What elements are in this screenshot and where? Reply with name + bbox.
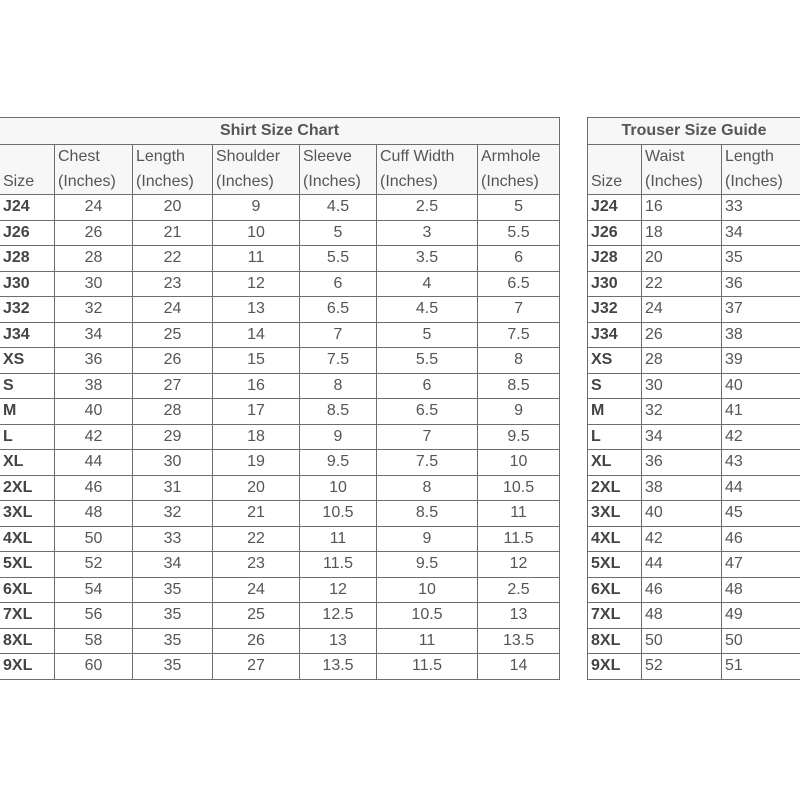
shirt-table-row bbox=[0, 654, 560, 680]
trouser-table-row bbox=[588, 475, 800, 501]
trouser-cell: 39 bbox=[722, 348, 800, 374]
trouser-cell: 51 bbox=[722, 654, 800, 680]
shirt-cell: 9.5 bbox=[478, 424, 560, 450]
shirt-size-table bbox=[0, 117, 560, 680]
trouser-cell: 30 bbox=[642, 373, 722, 399]
shirt-cell: 26 bbox=[213, 628, 300, 654]
shirt-cell: 54 bbox=[55, 577, 133, 603]
shirt-cell: 13.5 bbox=[478, 628, 560, 654]
shirt-cell: 5.5 bbox=[377, 348, 478, 374]
shirt-col-length: Length bbox=[133, 145, 213, 170]
shirt-cell: 38 bbox=[55, 373, 133, 399]
shirt-cell: 9.5 bbox=[377, 552, 478, 578]
shirt-row-size: L bbox=[0, 424, 55, 450]
shirt-unit-chest: (Inches) bbox=[55, 170, 133, 195]
trouser-cell: 28 bbox=[642, 348, 722, 374]
shirt-cell: 19 bbox=[213, 450, 300, 476]
shirt-table-row bbox=[0, 424, 560, 450]
shirt-cell: 7.5 bbox=[478, 322, 560, 348]
trouser-cell: 34 bbox=[642, 424, 722, 450]
shirt-cell: 20 bbox=[213, 475, 300, 501]
shirt-cell: 25 bbox=[213, 603, 300, 629]
shirt-col-sleeve: Sleeve bbox=[300, 145, 377, 170]
shirt-cell: 11.5 bbox=[478, 526, 560, 552]
trouser-table-row bbox=[588, 220, 800, 246]
shirt-cell: 48 bbox=[55, 501, 133, 527]
trouser-table-row bbox=[588, 271, 800, 297]
shirt-cell: 5 bbox=[300, 220, 377, 246]
trouser-cell: 45 bbox=[722, 501, 800, 527]
trouser-row-size: J26 bbox=[588, 220, 642, 246]
trouser-row-size: 6XL bbox=[588, 577, 642, 603]
shirt-col-size: Size bbox=[0, 170, 55, 195]
shirt-unit-sleeve: (Inches) bbox=[300, 170, 377, 195]
shirt-row-size: 2XL bbox=[0, 475, 55, 501]
trouser-cell: 16 bbox=[642, 195, 722, 221]
trouser-row-size: XL bbox=[588, 450, 642, 476]
shirt-cell: 18 bbox=[213, 424, 300, 450]
trouser-table-row bbox=[588, 322, 800, 348]
shirt-cell: 16 bbox=[213, 373, 300, 399]
shirt-cell: 34 bbox=[55, 322, 133, 348]
shirt-cell: 9 bbox=[478, 399, 560, 425]
shirt-cell: 28 bbox=[133, 399, 213, 425]
shirt-row-size: XL bbox=[0, 450, 55, 476]
shirt-col-shoulder: Shoulder bbox=[213, 145, 300, 170]
trouser-row-size: J28 bbox=[588, 246, 642, 272]
trouser-cell: 26 bbox=[642, 322, 722, 348]
shirt-cell: 10.5 bbox=[478, 475, 560, 501]
trouser-cell: 42 bbox=[722, 424, 800, 450]
shirt-row-size: J32 bbox=[0, 297, 55, 323]
shirt-cell: 11 bbox=[478, 501, 560, 527]
shirt-cell: 6 bbox=[300, 271, 377, 297]
shirt-cell: 6.5 bbox=[478, 271, 560, 297]
shirt-cell: 14 bbox=[213, 322, 300, 348]
trouser-row-size: 8XL bbox=[588, 628, 642, 654]
shirt-cell: 32 bbox=[55, 297, 133, 323]
shirt-table-row bbox=[0, 373, 560, 399]
shirt-cell: 7.5 bbox=[377, 450, 478, 476]
shirt-table-row bbox=[0, 628, 560, 654]
trouser-cell: 40 bbox=[642, 501, 722, 527]
shirt-cell: 13.5 bbox=[300, 654, 377, 680]
shirt-cell: 56 bbox=[55, 603, 133, 629]
shirt-row-size: 6XL bbox=[0, 577, 55, 603]
trouser-row-size: 9XL bbox=[588, 654, 642, 680]
shirt-table-row bbox=[0, 603, 560, 629]
shirt-table-row bbox=[0, 322, 560, 348]
trouser-table-title: Trouser Size Guide bbox=[588, 118, 800, 145]
trouser-row-size: M bbox=[588, 399, 642, 425]
trouser-cell: 52 bbox=[642, 654, 722, 680]
trouser-table-row bbox=[588, 577, 800, 603]
shirt-cell: 29 bbox=[133, 424, 213, 450]
shirt-cell: 24 bbox=[55, 195, 133, 221]
shirt-table-row bbox=[0, 450, 560, 476]
shirt-cell: 35 bbox=[133, 628, 213, 654]
trouser-col-size: Size bbox=[588, 170, 642, 195]
shirt-cell: 24 bbox=[213, 577, 300, 603]
shirt-cell: 23 bbox=[133, 271, 213, 297]
shirt-cell: 7 bbox=[300, 322, 377, 348]
trouser-cell: 37 bbox=[722, 297, 800, 323]
trouser-cell: 48 bbox=[722, 577, 800, 603]
shirt-row-size: J24 bbox=[0, 195, 55, 221]
shirt-cell: 8.5 bbox=[377, 501, 478, 527]
shirt-cell: 10 bbox=[478, 450, 560, 476]
shirt-cell: 8 bbox=[478, 348, 560, 374]
shirt-cell: 35 bbox=[133, 577, 213, 603]
shirt-cell: 21 bbox=[133, 220, 213, 246]
trouser-cell: 44 bbox=[642, 552, 722, 578]
shirt-cell: 4.5 bbox=[377, 297, 478, 323]
shirt-row-size: J30 bbox=[0, 271, 55, 297]
shirt-cell: 13 bbox=[213, 297, 300, 323]
trouser-col-waist: Waist bbox=[642, 145, 722, 170]
shirt-cell: 7 bbox=[478, 297, 560, 323]
trouser-cell: 18 bbox=[642, 220, 722, 246]
shirt-cell: 12 bbox=[300, 577, 377, 603]
shirt-cell: 27 bbox=[213, 654, 300, 680]
trouser-table-row bbox=[588, 246, 800, 272]
trouser-table-row bbox=[588, 373, 800, 399]
trouser-row-size: J30 bbox=[588, 271, 642, 297]
shirt-cell: 8 bbox=[300, 373, 377, 399]
shirt-unit-length: (Inches) bbox=[133, 170, 213, 195]
trouser-size-table bbox=[587, 117, 800, 680]
shirt-table-row bbox=[0, 195, 560, 221]
shirt-cell: 20 bbox=[133, 195, 213, 221]
trouser-cell: 41 bbox=[722, 399, 800, 425]
shirt-cell: 3 bbox=[377, 220, 478, 246]
shirt-row-size: S bbox=[0, 373, 55, 399]
trouser-cell: 34 bbox=[722, 220, 800, 246]
shirt-table-row bbox=[0, 399, 560, 425]
shirt-cell: 13 bbox=[478, 603, 560, 629]
trouser-table-row bbox=[588, 424, 800, 450]
shirt-cell: 31 bbox=[133, 475, 213, 501]
shirt-cell: 9.5 bbox=[300, 450, 377, 476]
shirt-cell: 60 bbox=[55, 654, 133, 680]
shirt-table-row bbox=[0, 475, 560, 501]
shirt-cell: 32 bbox=[133, 501, 213, 527]
shirt-cell: 26 bbox=[133, 348, 213, 374]
shirt-cell: 24 bbox=[133, 297, 213, 323]
shirt-cell: 46 bbox=[55, 475, 133, 501]
trouser-row-size: 3XL bbox=[588, 501, 642, 527]
shirt-cell: 14 bbox=[478, 654, 560, 680]
shirt-cell: 23 bbox=[213, 552, 300, 578]
shirt-cell: 30 bbox=[55, 271, 133, 297]
shirt-table-row bbox=[0, 246, 560, 272]
shirt-cell: 30 bbox=[133, 450, 213, 476]
trouser-size-header-blank bbox=[588, 145, 642, 170]
shirt-cell: 4 bbox=[377, 271, 478, 297]
shirt-unit-shoulder: (Inches) bbox=[213, 170, 300, 195]
shirt-row-size: 3XL bbox=[0, 501, 55, 527]
shirt-table-row bbox=[0, 577, 560, 603]
trouser-cell: 43 bbox=[722, 450, 800, 476]
shirt-cell: 10.5 bbox=[377, 603, 478, 629]
trouser-cell: 38 bbox=[722, 322, 800, 348]
trouser-cell: 42 bbox=[642, 526, 722, 552]
shirt-unit-armhole: (Inches) bbox=[478, 170, 560, 195]
trouser-table-row bbox=[588, 450, 800, 476]
shirt-cell: 6 bbox=[478, 246, 560, 272]
shirt-cell: 10 bbox=[213, 220, 300, 246]
shirt-col-chest: Chest bbox=[55, 145, 133, 170]
shirt-table-row bbox=[0, 297, 560, 323]
trouser-table-row bbox=[588, 526, 800, 552]
trouser-cell: 33 bbox=[722, 195, 800, 221]
shirt-cell: 12 bbox=[478, 552, 560, 578]
shirt-cell: 2.5 bbox=[478, 577, 560, 603]
shirt-row-size: J26 bbox=[0, 220, 55, 246]
trouser-cell: 35 bbox=[722, 246, 800, 272]
shirt-cell: 12.5 bbox=[300, 603, 377, 629]
trouser-cell: 48 bbox=[642, 603, 722, 629]
trouser-table-row bbox=[588, 552, 800, 578]
shirt-cell: 11 bbox=[213, 246, 300, 272]
shirt-cell: 11 bbox=[300, 526, 377, 552]
shirt-cell: 21 bbox=[213, 501, 300, 527]
trouser-row-size: 7XL bbox=[588, 603, 642, 629]
trouser-row-size: L bbox=[588, 424, 642, 450]
shirt-cell: 8.5 bbox=[300, 399, 377, 425]
shirt-cell: 8 bbox=[377, 475, 478, 501]
shirt-cell: 11.5 bbox=[377, 654, 478, 680]
shirt-cell: 5.5 bbox=[478, 220, 560, 246]
shirt-table-row bbox=[0, 220, 560, 246]
shirt-col-cuff-width: Cuff Width bbox=[377, 145, 478, 170]
shirt-cell: 35 bbox=[133, 603, 213, 629]
shirt-cell: 5 bbox=[377, 322, 478, 348]
shirt-row-size: 5XL bbox=[0, 552, 55, 578]
trouser-cell: 50 bbox=[642, 628, 722, 654]
shirt-cell: 25 bbox=[133, 322, 213, 348]
shirt-table-row bbox=[0, 501, 560, 527]
trouser-table-row bbox=[588, 501, 800, 527]
shirt-cell: 5.5 bbox=[300, 246, 377, 272]
trouser-unit-waist: (Inches) bbox=[642, 170, 722, 195]
shirt-cell: 10 bbox=[377, 577, 478, 603]
trouser-cell: 36 bbox=[722, 271, 800, 297]
shirt-cell: 6.5 bbox=[377, 399, 478, 425]
trouser-row-size: 5XL bbox=[588, 552, 642, 578]
shirt-cell: 33 bbox=[133, 526, 213, 552]
trouser-table-row bbox=[588, 195, 800, 221]
trouser-unit-length: (Inches) bbox=[722, 170, 800, 195]
trouser-row-size: 4XL bbox=[588, 526, 642, 552]
shirt-cell: 10 bbox=[300, 475, 377, 501]
trouser-cell: 24 bbox=[642, 297, 722, 323]
shirt-col-armhole: Armhole bbox=[478, 145, 560, 170]
shirt-cell: 7 bbox=[377, 424, 478, 450]
trouser-cell: 22 bbox=[642, 271, 722, 297]
shirt-cell: 6.5 bbox=[300, 297, 377, 323]
shirt-cell: 2.5 bbox=[377, 195, 478, 221]
trouser-row-size: 2XL bbox=[588, 475, 642, 501]
shirt-table-row bbox=[0, 552, 560, 578]
trouser-row-size: XS bbox=[588, 348, 642, 374]
trouser-cell: 38 bbox=[642, 475, 722, 501]
shirt-cell: 44 bbox=[55, 450, 133, 476]
shirt-cell: 28 bbox=[55, 246, 133, 272]
trouser-cell: 44 bbox=[722, 475, 800, 501]
shirt-cell: 34 bbox=[133, 552, 213, 578]
trouser-cell: 46 bbox=[722, 526, 800, 552]
trouser-cell: 32 bbox=[642, 399, 722, 425]
shirt-cell: 5 bbox=[478, 195, 560, 221]
shirt-row-size: J34 bbox=[0, 322, 55, 348]
trouser-cell: 20 bbox=[642, 246, 722, 272]
shirt-table-row bbox=[0, 271, 560, 297]
shirt-cell: 42 bbox=[55, 424, 133, 450]
trouser-table-row bbox=[588, 628, 800, 654]
trouser-row-size: J32 bbox=[588, 297, 642, 323]
shirt-cell: 27 bbox=[133, 373, 213, 399]
shirt-row-size: M bbox=[0, 399, 55, 425]
shirt-cell: 4.5 bbox=[300, 195, 377, 221]
trouser-row-size: J34 bbox=[588, 322, 642, 348]
shirt-cell: 58 bbox=[55, 628, 133, 654]
shirt-cell: 22 bbox=[133, 246, 213, 272]
shirt-cell: 22 bbox=[213, 526, 300, 552]
trouser-cell: 36 bbox=[642, 450, 722, 476]
shirt-cell: 50 bbox=[55, 526, 133, 552]
trouser-cell: 49 bbox=[722, 603, 800, 629]
trouser-row-size: J24 bbox=[588, 195, 642, 221]
shirt-cell: 35 bbox=[133, 654, 213, 680]
shirt-cell: 36 bbox=[55, 348, 133, 374]
shirt-table-row bbox=[0, 526, 560, 552]
trouser-cell: 47 bbox=[722, 552, 800, 578]
trouser-table-row bbox=[588, 297, 800, 323]
shirt-table-title: Shirt Size Chart bbox=[0, 118, 560, 145]
trouser-table-row bbox=[588, 399, 800, 425]
shirt-cell: 3.5 bbox=[377, 246, 478, 272]
trouser-cell: 46 bbox=[642, 577, 722, 603]
shirt-cell: 9 bbox=[213, 195, 300, 221]
shirt-cell: 17 bbox=[213, 399, 300, 425]
shirt-row-size: 7XL bbox=[0, 603, 55, 629]
shirt-row-size: 4XL bbox=[0, 526, 55, 552]
shirt-row-size: 8XL bbox=[0, 628, 55, 654]
shirt-row-size: XS bbox=[0, 348, 55, 374]
trouser-table-row bbox=[588, 348, 800, 374]
trouser-row-size: S bbox=[588, 373, 642, 399]
shirt-cell: 12 bbox=[213, 271, 300, 297]
shirt-size-header-blank bbox=[0, 145, 55, 170]
trouser-table-row bbox=[588, 654, 800, 680]
shirt-row-size: J28 bbox=[0, 246, 55, 272]
trouser-cell: 50 bbox=[722, 628, 800, 654]
shirt-cell: 7.5 bbox=[300, 348, 377, 374]
trouser-col-length: Length bbox=[722, 145, 800, 170]
shirt-table-row bbox=[0, 348, 560, 374]
trouser-table-row bbox=[588, 603, 800, 629]
trouser-cell: 40 bbox=[722, 373, 800, 399]
shirt-cell: 6 bbox=[377, 373, 478, 399]
shirt-row-size: 9XL bbox=[0, 654, 55, 680]
shirt-cell: 40 bbox=[55, 399, 133, 425]
shirt-cell: 15 bbox=[213, 348, 300, 374]
shirt-cell: 26 bbox=[55, 220, 133, 246]
shirt-cell: 11 bbox=[377, 628, 478, 654]
shirt-cell: 52 bbox=[55, 552, 133, 578]
shirt-cell: 13 bbox=[300, 628, 377, 654]
shirt-unit-cuff-width: (Inches) bbox=[377, 170, 478, 195]
shirt-cell: 9 bbox=[300, 424, 377, 450]
shirt-cell: 8.5 bbox=[478, 373, 560, 399]
shirt-cell: 9 bbox=[377, 526, 478, 552]
shirt-cell: 10.5 bbox=[300, 501, 377, 527]
shirt-cell: 11.5 bbox=[300, 552, 377, 578]
